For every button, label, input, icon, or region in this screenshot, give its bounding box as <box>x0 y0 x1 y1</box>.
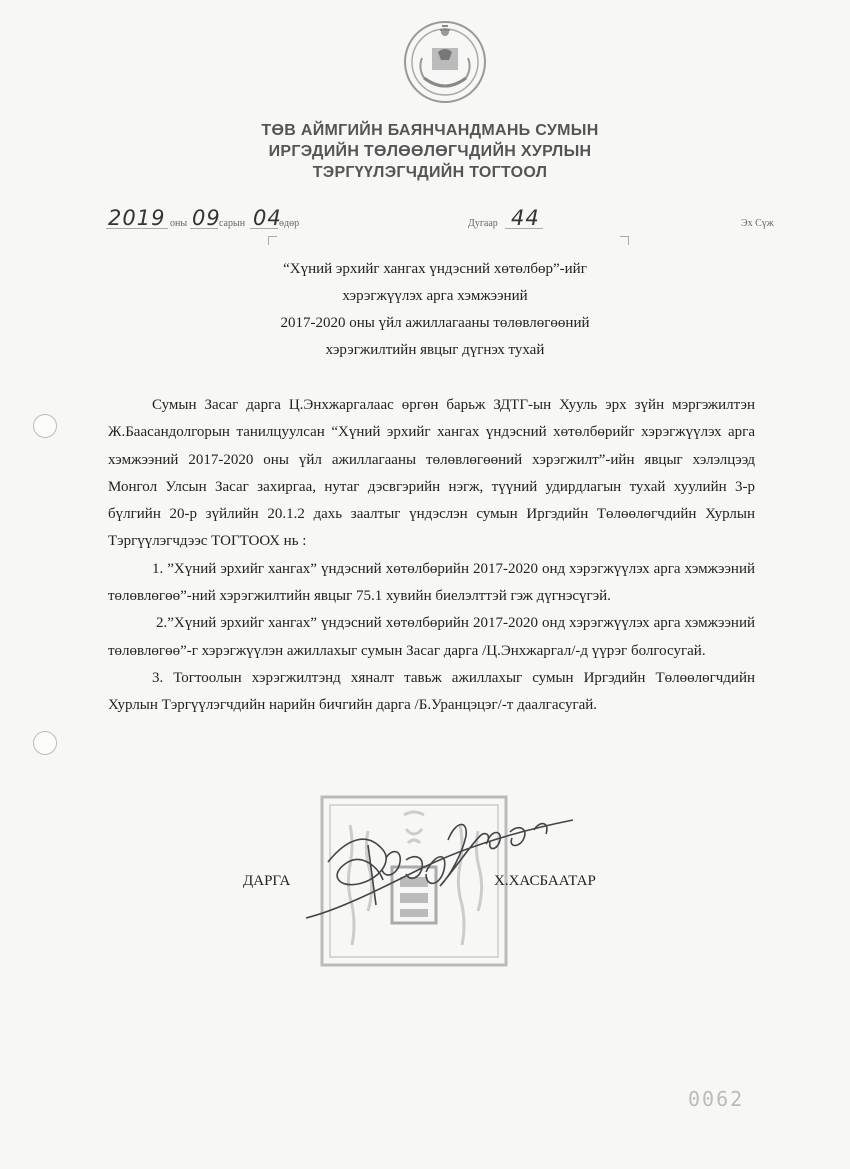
date-day: 04 <box>253 206 282 230</box>
punch-hole <box>33 731 57 755</box>
date-year: 2019 <box>108 206 166 230</box>
subject-line-2: хэрэгжүүлэх арга хэмжээний <box>342 288 528 304</box>
date-year-underline <box>106 228 168 229</box>
subject-bracket-right <box>620 236 629 245</box>
resolution-item-1: 1. ”Хүний эрхийг хангах” үндэсний хөтөлбөрийн 2017-2020 онд хэрэгжүүлэх арга хэмжээний төлөвлөгөө”-ний хэрэгжилтийн явцыг 75.1 хувийн биелэлттэй гэж дүгнэсүгэй. <box>108 560 755 605</box>
header-line-1: ТӨВ АЙМГИЙН БАЯНЧАНДМАНЬ СУМЫН <box>261 122 599 139</box>
document-body <box>108 392 755 720</box>
number-value: 44 <box>511 206 540 230</box>
subject-line-3: 2017-2020 оны үйл ажиллагааны төлөвлөгөөний <box>280 315 590 331</box>
date-month-underline <box>190 228 218 229</box>
subject-line-1: “Хүний эрхийг хангах үндэсний хөтөлбөр”-ийг <box>283 261 587 277</box>
state-emblem-icon <box>402 18 488 104</box>
punch-hole <box>33 414 57 438</box>
place-name: Эх Сүж <box>741 218 774 229</box>
subject-bracket-left <box>268 236 277 245</box>
date-year-suffix: оны <box>170 218 188 229</box>
resolution-item-3: 3. Тогтоолын хэрэгжилтэнд хяналт тавьж ажиллахыг сумын Иргэдийн Төлөөлөгчдийн Хурлын Тэргүүлэгчдийн нарийн бичгийн дарга /Б.Уранцэцэг/-т даалгасугай. <box>108 669 755 714</box>
handwritten-signature <box>298 800 578 935</box>
document-subject <box>200 256 670 364</box>
subject-line-4: хэрэгжилтийн явцыг дүгнэх тухай <box>325 342 545 358</box>
page-number: 0062 <box>688 1087 745 1111</box>
header-line-3: ТЭРГҮҮЛЭГЧДИЙН ТОГТООЛ <box>312 164 548 181</box>
signatory-name: Х.ХАСБААТАР <box>494 873 596 889</box>
date-month-suffix: сарын <box>219 218 246 229</box>
date-day-suffix: өдөр <box>279 218 300 229</box>
date-line <box>0 206 850 234</box>
date-month: 09 <box>192 206 221 230</box>
body-intro: Сумын Засаг дарга Ц.Энхжаргалаас өргөн барьж ЗДТГ-ын Хууль эрх зүйн мэргэжилтэн Ж.Баасандолгорын танилцуулсан “Хүний эрхийг хангах үндэсний хөтөлбөрийг хэрэгжүүлэх арга хэмжээний 2017-2020 оны үйл ажиллагааны төлөвлөгөөний хэрэгжилт”-ийн явцыг хэлэлцээд Монгол Улсын Засаг захиргаа, нутаг дэсвгэрийн нэгж, түүний удирдлагын тухай хуулийн 3-р бүлгийн 20-р зүйлийн 20.1.2 дахь заалтыг үндэслэн сумын Иргэдийн Төлөөлөгчдийн Хурлын Тэргүүлэгчдээс ТОГТООХ нь : <box>108 397 755 550</box>
resolution-item-2: 2.”Хүний эрхийг хангах” үндэсний хөтөлбөрийн 2017-2020 онд хэрэгжүүлэх арга хэмжээний төлөвлөгөө”-г хэрэгжүүлэн ажиллахыг сумын Засаг дарга /Ц.Энхжаргал/-д үүрэг болгосугай. <box>108 615 755 659</box>
number-underline <box>505 228 543 229</box>
header-line-2: ИРГЭДИЙН ТӨЛӨӨЛӨГЧДИЙН ХУРЛЫН <box>268 143 592 160</box>
document-header <box>150 120 710 183</box>
number-label: Дугаар <box>468 218 498 229</box>
signatory-title: ДАРГА <box>243 873 291 889</box>
date-day-underline <box>250 228 278 229</box>
